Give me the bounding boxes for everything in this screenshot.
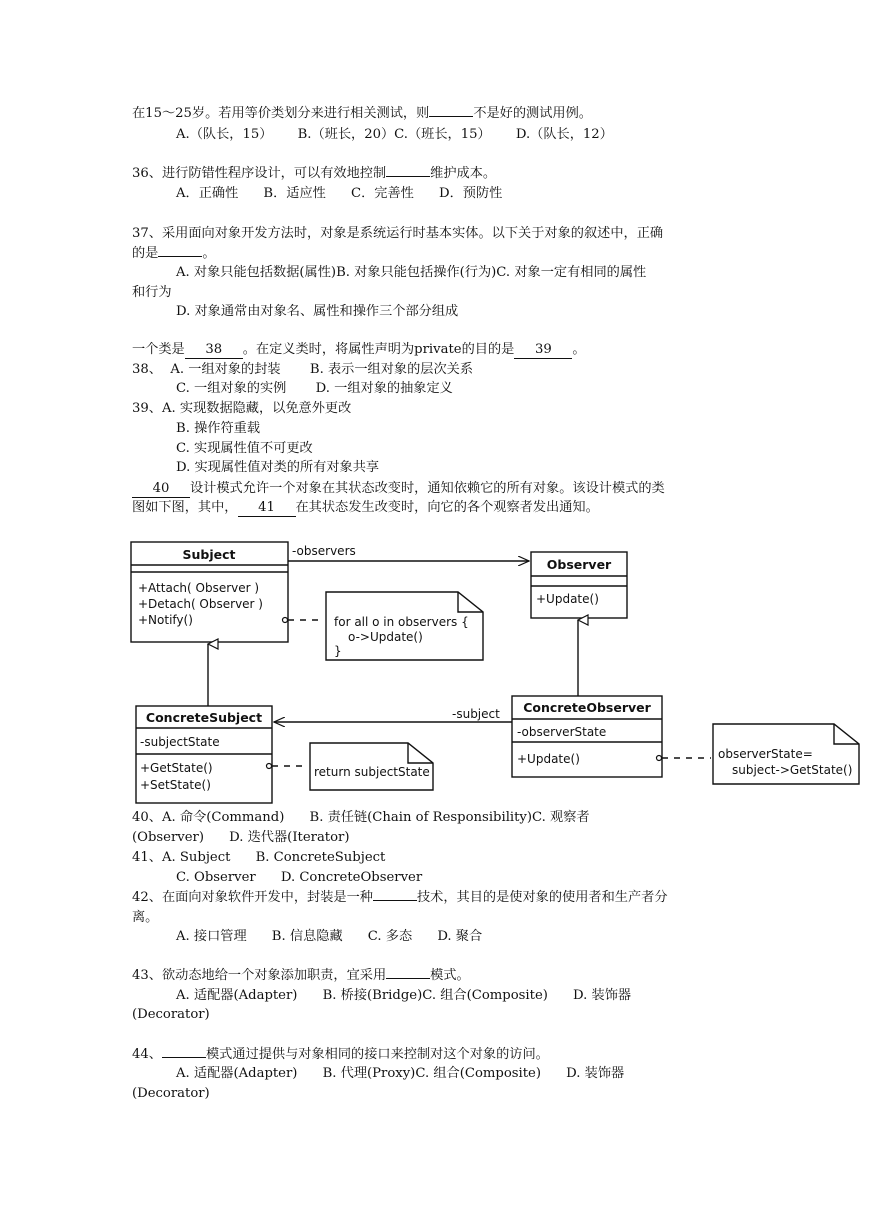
observer-class-diagram [128, 534, 863, 809]
q37-options-line1: A. 对象只能包括数据(属性)B. 对象只能包括操作(行为)C. 对象一定有相同的属性 [176, 265, 647, 280]
blank-38: 38 [185, 342, 243, 359]
q39-option-b: B. 操作符重载 [176, 421, 261, 436]
blank-40: 40 [132, 481, 190, 498]
observer-op-update: +Update() [536, 592, 599, 606]
concrete-subject-op-setstate: +SetState() [140, 778, 211, 792]
answer-blank [373, 900, 417, 901]
q40-41-stem-line1: 40 设计模式允许一个对象在其状态改变时，通知依赖它的所有对象。该设计模式的类 [132, 479, 665, 499]
subject-op-attach: +Attach( Observer ) [138, 581, 260, 595]
note-notify-line1: for all o in observers { [334, 615, 469, 629]
q42-options: A. 接口管理 B. 信息隐藏 C. 多态 D. 聚合 [176, 929, 483, 944]
q37-stem-line1: 37、采用面向对象开发方法时，对象是系统运行时基本实体。以下关于对象的叙述中，正确 [132, 226, 664, 241]
q39-option-a: 39、A. 实现数据隐藏，以免意外更改 [132, 401, 352, 416]
q38-options-line1: 38、 A. 一组对象的封装 B. 表示一组对象的层次关系 [132, 362, 474, 377]
q37-stem-line2: 的是 。 [132, 246, 216, 261]
q44-options-line1: A. 适配器(Adapter) B. 代理(Proxy)C. 组合(Composite) D. 装饰器 [176, 1066, 625, 1081]
note-notify-line2: o->Update() [348, 630, 423, 644]
blank-39: 39 [514, 342, 572, 359]
answer-blank [158, 256, 202, 257]
concrete-subject-attr: -subjectState [140, 735, 220, 749]
q38-39-stem: 一个类是 38 。在定义类时，将属性声明为private的目的是 39 。 [132, 342, 586, 357]
answer-blank [162, 1057, 206, 1058]
concrete-observer-op-update: +Update() [517, 752, 580, 766]
q41-options-line2: C. Observer D. ConcreteObserver [176, 870, 423, 885]
q43-options-line2: (Decorator) [132, 1007, 210, 1022]
q43-options-line1: A. 适配器(Adapter) B. 桥接(Bridge)C. 组合(Composite) D. 装饰器 [176, 988, 632, 1003]
q36-stem: 36、进行防错性程序设计，可以有效地控制 维护成本。 [132, 166, 497, 181]
concrete-subject-op-getstate: +GetState() [140, 761, 213, 775]
subject-class-name: Subject [182, 547, 236, 562]
q39-option-d: D. 实现属性值对类的所有对象共享 [176, 460, 380, 475]
answer-blank [386, 176, 430, 177]
q44-stem: 44、 模式通过提供与对象相同的接口来控制对这个对象的访问。 [132, 1047, 549, 1062]
role-observers: -observers [292, 544, 356, 558]
q37-options-line2: 和行为 [132, 285, 172, 300]
q37-options-line3: D. 对象通常由对象名、属性和操作三个部分组成 [176, 304, 459, 319]
q43-stem: 43、欲动态地给一个对象添加职责，宜采用 模式。 [132, 968, 470, 983]
q40-options-line1: 40、A. 命令(Command) B. 责任链(Chain of Responsibility)C. 观察者 [132, 810, 590, 825]
subject-op-detach: +Detach( Observer ) [138, 597, 263, 611]
q44-options-line2: (Decorator) [132, 1086, 210, 1101]
concrete-subject-class-name: ConcreteSubject [145, 710, 263, 725]
blank-41: 41 [238, 500, 296, 517]
concrete-observer-attr: -observerState [517, 725, 607, 739]
note-update-line2: subject->GetState() [732, 763, 853, 777]
q41-options-line1: 41、A. Subject B. ConcreteSubject [132, 850, 386, 865]
answer-blank [429, 116, 473, 117]
q35-options: A.（队长，15） B.（班长，20）C.（班长，15） D.（队长，12） [176, 127, 613, 142]
note-notify-line3: } [334, 644, 342, 658]
concrete-observer-class-name: ConcreteObserver [523, 700, 651, 715]
q42-stem-line2: 离。 [132, 910, 159, 925]
note-update-line1: observerState= [718, 747, 813, 761]
q38-options-line2: C. 一组对象的实例 D. 一组对象的抽象定义 [176, 381, 453, 396]
role-subject: -subject [452, 707, 500, 721]
answer-blank [386, 978, 430, 979]
subject-op-notify: +Notify() [138, 613, 193, 627]
q39-option-c: C. 实现属性值不可更改 [176, 441, 313, 456]
q40-41-stem-line2: 图如下图，其中， 41 在其状态发生改变时，向它的各个观察者发出通知。 [132, 500, 599, 515]
observer-class-name: Observer [546, 557, 612, 572]
q42-stem: 42、在面向对象软件开发中，封装是一种 技术，其目的是使对象的使用者和生产者分 [132, 890, 668, 905]
note-getstate-text: return subjectState [314, 765, 430, 779]
q35-stem: 在15～25岁。若用等价类划分来进行相关测试，则 不是好的测试用例。 [132, 106, 592, 121]
q40-options-line2: (Observer) D. 迭代器(Iterator) [132, 830, 350, 845]
q36-options: A．正确性 B．适应性 C．完善性 D．预防性 [176, 186, 503, 201]
